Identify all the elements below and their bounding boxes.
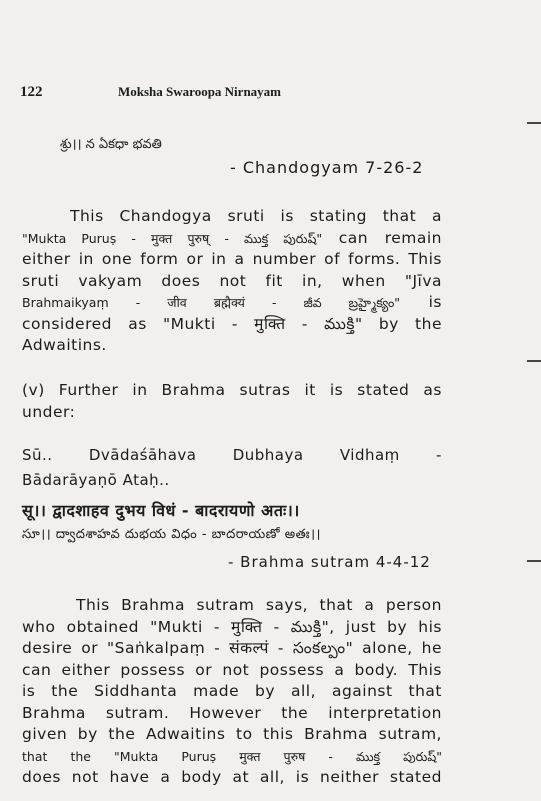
text-line: considered as "Mukti - मुक्ति - ముక్తి" by the bbox=[22, 314, 442, 333]
page-edge-mark bbox=[527, 560, 541, 562]
sutra-telugu: సూ।। ద్వాదశాహవ దుభయ విధం - బాదరాయణో అతః।। bbox=[22, 527, 321, 542]
page-edge-mark bbox=[527, 122, 541, 124]
sutra-roman-line-1 bbox=[22, 446, 442, 464]
text-line: Brahma sutram. However the interpretation bbox=[22, 703, 442, 722]
text-line: is the Siddhanta made by all, against that bbox=[22, 682, 442, 700]
text-line: under: bbox=[22, 402, 76, 421]
sutra-word: Sū.. bbox=[22, 446, 53, 464]
paragraph-brahma-sutras bbox=[22, 380, 442, 423]
text-line: "Mukta Puruṣ - मुक्त पुरुष् - ముక్త పురుష్" can remain bbox=[22, 228, 442, 247]
text-line: given by the Adwaitins to this Brahma sutram, bbox=[22, 725, 442, 743]
text-line: This Chandogya sruti is stating that a bbox=[70, 207, 442, 225]
sutra-roman-line-2: Bādarāyaṇō Ataḥ.. bbox=[22, 471, 170, 489]
sutra-word: Dvādaśāhava bbox=[88, 446, 197, 464]
text-line: that the "Mukta Puruṣ मुक्त पुरुष - ముక్త పురుష్" bbox=[22, 748, 442, 764]
page-edge-mark bbox=[527, 360, 541, 362]
running-title: Moksha Swaroopa Nirnayam bbox=[118, 84, 282, 99]
text-line: who obtained "Mukti - मुक्ति - ముక్తి", just by his bbox=[22, 617, 442, 636]
text-line: either in one form or in a number of forms. This bbox=[22, 250, 442, 268]
page-number: 122 bbox=[20, 84, 43, 100]
text-line: Adwaitins. bbox=[22, 336, 107, 354]
text-line: can either possess or not possess a body. This bbox=[22, 660, 442, 679]
text-line: This Brahma sutram says, that a person bbox=[76, 596, 442, 614]
citation-brahma-sutram: - Brahma sutram 4-4-12 bbox=[228, 553, 431, 571]
citation-chandogyam: - Chandogyam 7-26-2 bbox=[230, 158, 424, 177]
sutra-word: - bbox=[436, 446, 442, 464]
text-line: desire or "Saṅkalpaṃ - संकल्पं - సంకల్పం" alone, he bbox=[22, 639, 442, 657]
text-line: Brahmaikyaṃ - जीव ब्रह्मैक्यं - జీవ బ్రహ్మైక్యం" is bbox=[22, 293, 442, 311]
text-line: does not have a body at all, is neither stated bbox=[22, 768, 442, 786]
text-line: sruti vakyam does not fit in, when "Jīva bbox=[22, 271, 442, 290]
page-header bbox=[20, 84, 520, 104]
sutra-word: Vidhaṃ bbox=[339, 446, 400, 464]
sutra-devanagari: सू।। द्वादशाहव दुभय विधं - बादरायणो अतः।। bbox=[22, 501, 300, 520]
text-line: (v) Further in Brahma sutras it is stated as bbox=[22, 381, 442, 399]
sruti-quote: శ్రు।। న ఏకధా భవతి bbox=[60, 137, 162, 152]
paragraph-interpretation bbox=[22, 595, 442, 789]
paragraph-chandogya bbox=[22, 206, 442, 357]
sutra-word: Dubhaya bbox=[232, 446, 304, 464]
